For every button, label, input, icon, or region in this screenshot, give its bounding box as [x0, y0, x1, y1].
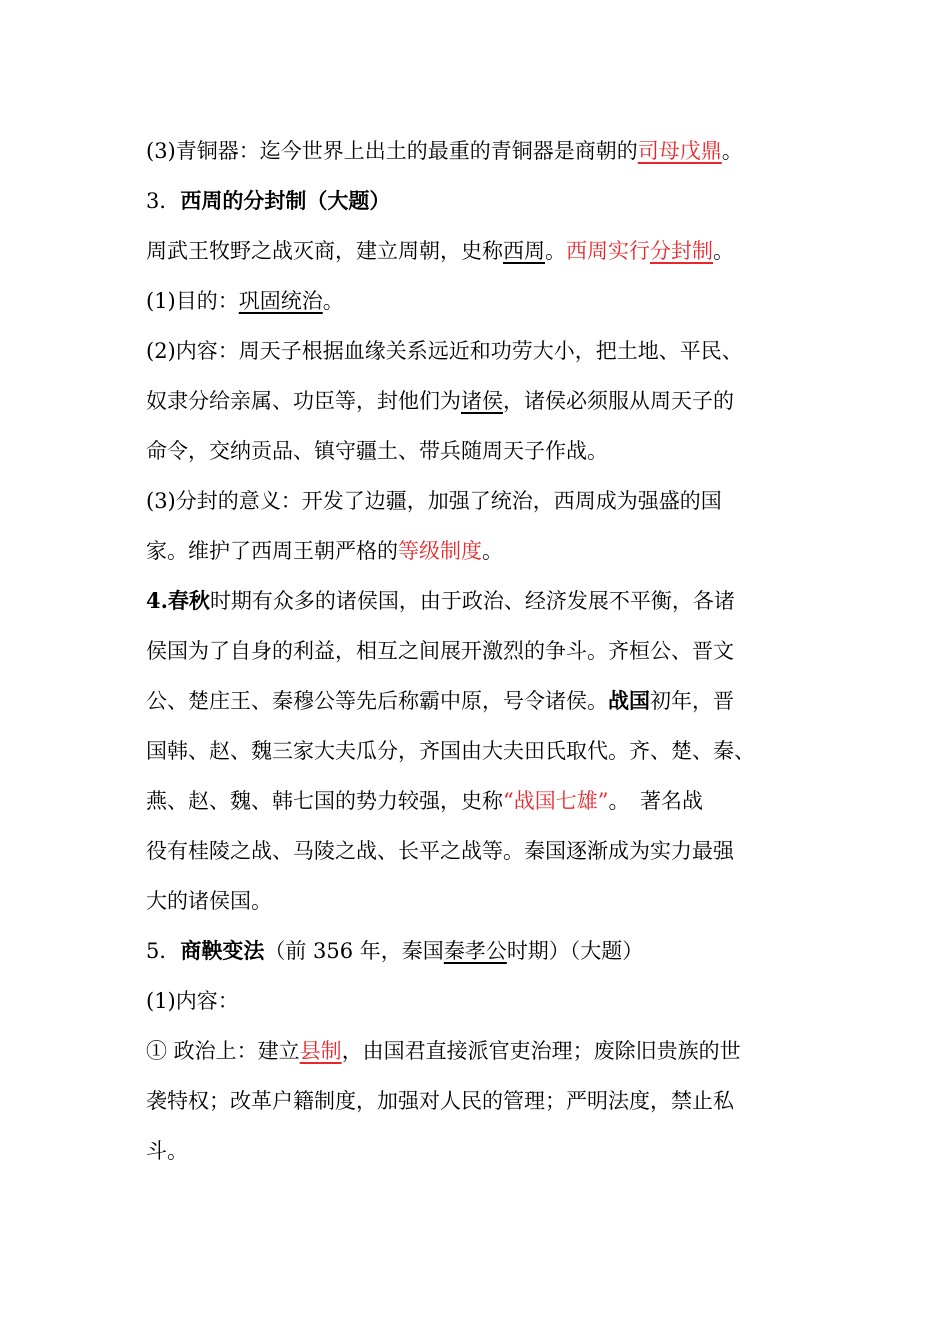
text: 。 — [545, 239, 566, 263]
text: 时期）（大题） — [506, 939, 644, 963]
text: 。 — [713, 239, 734, 263]
text: 命令，交纳贡品、镇守疆土、带兵随周天子作战。 — [146, 439, 608, 463]
text: 侯国为了自身的利益，相互之间展开激烈的争斗。齐桓公、晋文 — [146, 639, 734, 663]
line-spring-autumn-3 — [146, 684, 890, 718]
line-content-2 — [146, 384, 890, 418]
term-western-zhou: 西周 — [503, 239, 545, 263]
heading-shang-yang — [146, 934, 890, 968]
heading-title: 商鞅变法 — [180, 938, 265, 963]
line-content-label — [146, 984, 890, 1018]
line-politics-2 — [146, 1084, 890, 1118]
term-seven-powers: “战国七雄” — [503, 789, 609, 813]
line-zhou-founding — [146, 234, 890, 268]
text: ① 政治上：建立 — [146, 1039, 300, 1063]
line-politics-3 — [146, 1134, 890, 1168]
term-warring-states: 战国 — [608, 688, 650, 713]
line-spring-autumn-6 — [146, 834, 890, 868]
text: 初年，晋 — [650, 689, 734, 713]
text: 役有桂陵之战、马陵之战、长平之战等。秦国逐渐成为实力最强 — [146, 839, 734, 863]
text: ，由国君直接派官吏治理；废除旧贵族的世 — [341, 1039, 741, 1063]
term-county-system: 县制 — [299, 1039, 342, 1063]
line-significance-2 — [146, 534, 890, 568]
text: ，诸侯必须服从周天子的 — [503, 389, 734, 413]
text: 公、楚庄王、秦穆公等先后称霸中原，号令诸侯。 — [146, 689, 608, 713]
line-content-3 — [146, 434, 890, 468]
text: 家。维护了西周王朝严格的 — [146, 539, 398, 563]
text: (2)内容：周天子根据血缘关系远近和功劳大小，把土地、平民、 — [146, 339, 743, 363]
text: 奴隶分给亲属、功臣等，封他们为 — [146, 389, 461, 413]
line-spring-autumn-5 — [146, 784, 890, 818]
term-fenfeng: 分封制 — [650, 239, 713, 263]
text: 。 著名战 — [608, 789, 703, 813]
line-bronze — [146, 134, 890, 168]
text: 时期有众多的诸侯国，由于政治、经济发展不平衡，各诸 — [209, 589, 735, 613]
text: (3)青铜器：迄今世界上出土的最重的青铜器是商朝的 — [146, 139, 638, 163]
term-duke-xiao: 秦孝公 — [443, 939, 507, 963]
heading-title: 西周的分封制（大题） — [180, 188, 391, 213]
text: 国韩、赵、魏三家大夫瓜分，齐国由大夫田氏取代。齐、楚、秦、 — [146, 739, 755, 763]
term-spring-autumn: 4.春秋 — [146, 588, 210, 613]
text: 。 — [322, 289, 344, 313]
text: (1)内容： — [146, 989, 239, 1013]
text: 。 — [482, 539, 503, 563]
line-content-1 — [146, 334, 890, 368]
line-spring-autumn-7 — [146, 884, 890, 918]
text: 。 — [721, 139, 743, 163]
term-simuwu-ding: 司母戊鼎 — [637, 139, 722, 163]
text: 周武王牧野之战灭商，建立周朝，史称 — [146, 239, 503, 263]
term-consolidate-rule: 巩固统治 — [238, 289, 323, 313]
line-spring-autumn-4 — [146, 734, 890, 768]
heading-western-zhou — [146, 184, 890, 218]
line-spring-autumn-1 — [146, 584, 890, 618]
line-significance-1 — [146, 484, 890, 518]
text: 斗。 — [146, 1139, 188, 1163]
highlight-text: 西周实行 — [566, 239, 650, 263]
text: 燕、赵、魏、韩七国的势力较强，史称 — [146, 789, 503, 813]
line-politics-1 — [146, 1034, 890, 1068]
line-purpose — [146, 284, 890, 318]
heading-number: 3． — [146, 189, 181, 213]
text: 大的诸侯国。 — [146, 889, 272, 913]
text: (3)分封的意义：开发了边疆，加强了统治，西周成为强盛的国 — [146, 489, 722, 513]
text: （前 356 年，秦国 — [264, 939, 444, 963]
text: 袭特权；改革户籍制度，加强对人民的管理；严明法度，禁止私 — [146, 1089, 734, 1113]
text: (1)目的： — [146, 289, 239, 313]
term-hierarchy: 等级制度 — [398, 539, 482, 563]
line-spring-autumn-2 — [146, 634, 890, 668]
term-vassals: 诸侯 — [461, 389, 503, 413]
heading-number: 5． — [146, 939, 181, 963]
